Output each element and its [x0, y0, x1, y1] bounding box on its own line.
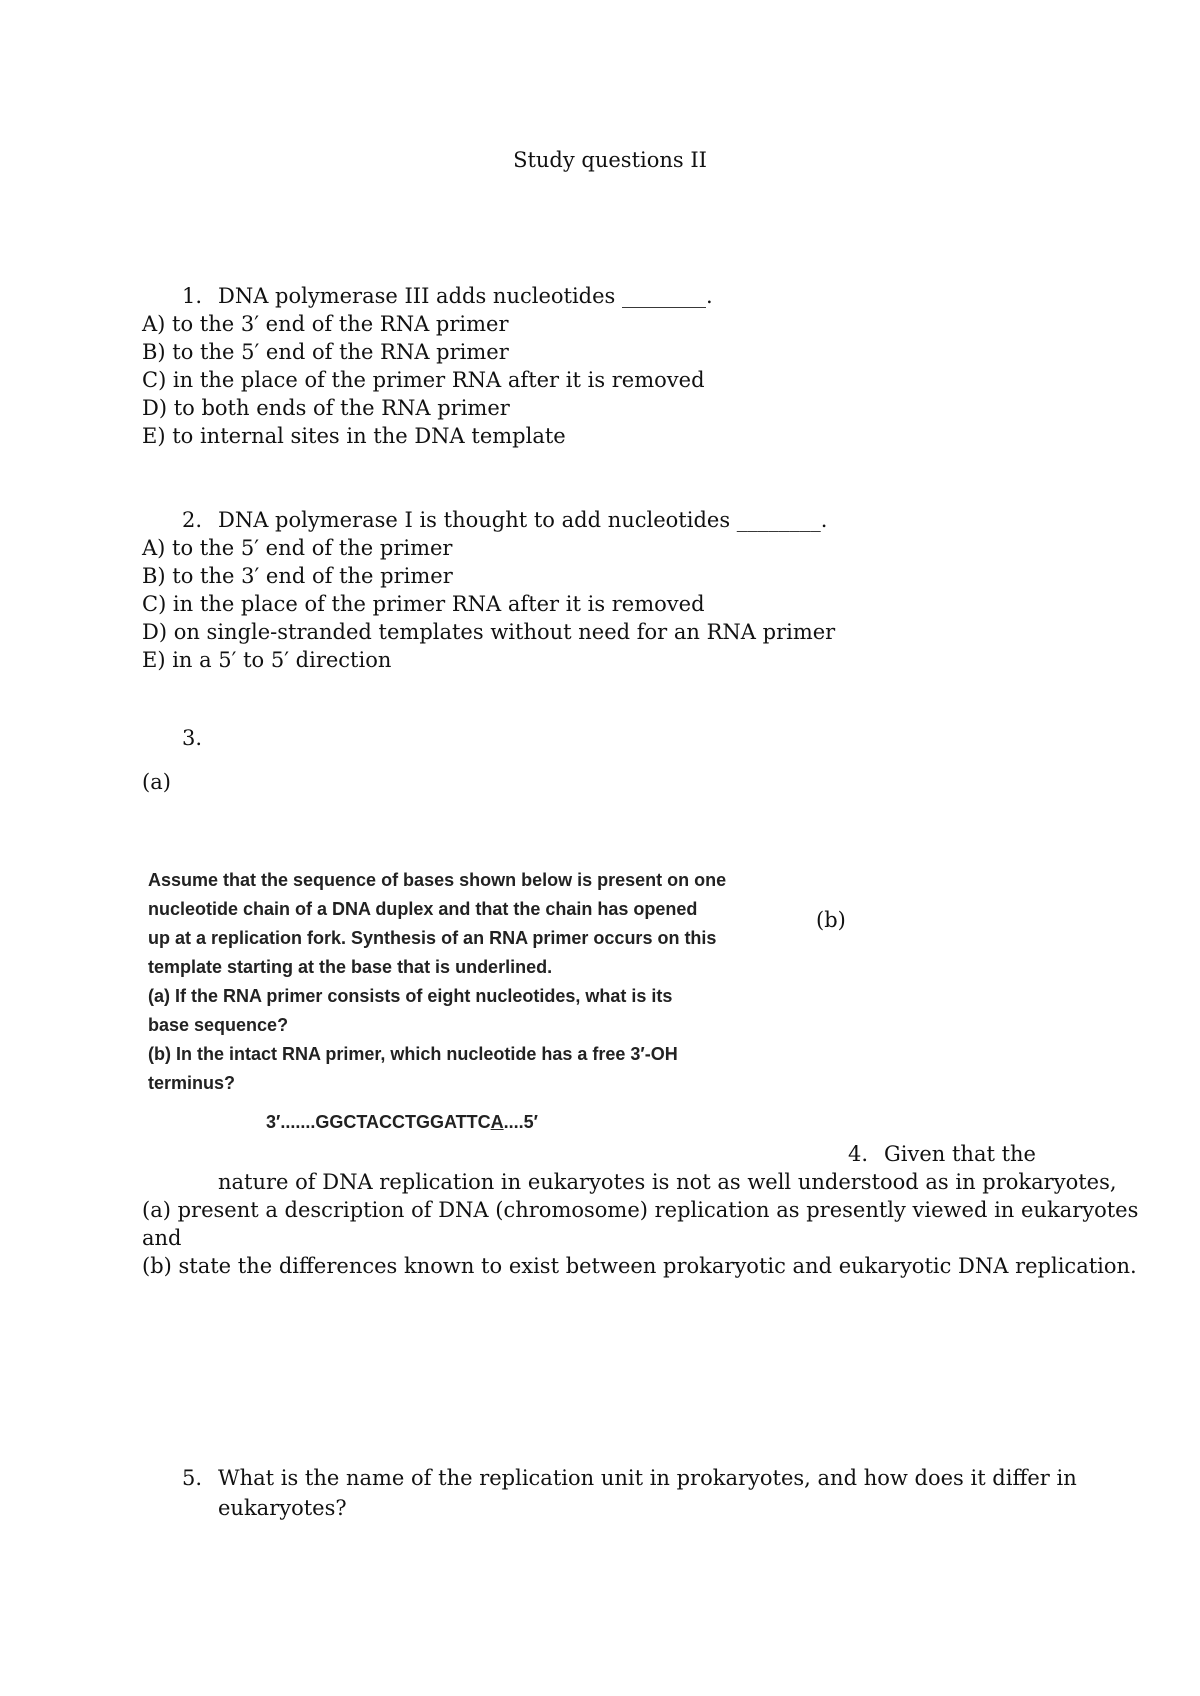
- question-1-number: 1.: [182, 284, 203, 308]
- question-1-option: A) to the 3′ end of the RNA primer: [142, 312, 509, 336]
- image-text-line: terminus?: [148, 1073, 236, 1093]
- question-1-option: D) to both ends of the RNA primer: [142, 396, 510, 420]
- question-4-text: nature of DNA replication in eukaryotes is not as well understood as in prokaryotes,: [218, 1170, 1117, 1194]
- question-2-option: D) on single-stranded templates without need for an RNA primer: [142, 620, 836, 644]
- question-5-number: 5.: [182, 1466, 203, 1490]
- image-text-line: Assume that the sequence of bases shown below is present on one: [148, 870, 727, 890]
- question-2-option: E) in a 5′ to 5′ direction: [142, 648, 392, 672]
- question-3-part-a-label: (a): [142, 770, 171, 794]
- question-4-number: 4.: [848, 1142, 869, 1166]
- question-1-stem: DNA polymerase III adds nucleotides ________.: [218, 284, 713, 308]
- question-1-option: E) to internal sites in the DNA template: [142, 424, 566, 448]
- image-text-line: up at a replication fork. Synthesis of an RNA primer occurs on this: [148, 928, 717, 948]
- question-4-first-line: Given that the: [884, 1142, 1036, 1166]
- dna-sequence-underlined-base: A: [490, 1112, 504, 1132]
- dna-sequence: [148, 1108, 748, 1137]
- question-4-text: and: [142, 1226, 182, 1250]
- question-1-option: C) in the place of the primer RNA after it is removed: [142, 368, 705, 392]
- page-title: Study questions II: [513, 148, 707, 172]
- question-2-number: 2.: [182, 508, 203, 532]
- question-3-number: 3.: [182, 726, 203, 750]
- question-4-text: (b) state the differences known to exist between prokaryotic and eukaryotic DNA replication.: [142, 1254, 1137, 1278]
- question-3-part-b-label: (b): [816, 908, 846, 932]
- question-5-text: What is the name of the replication unit in prokaryotes, and how does it differ in: [218, 1466, 1077, 1490]
- image-text-line: nucleotide chain of a DNA duplex and that the chain has opened: [148, 899, 698, 919]
- dna-sequence-start: 3′.......GGCTACCTGGATTC: [266, 1112, 491, 1132]
- image-text-line: (a) If the RNA primer consists of eight nucleotides, what is its: [148, 986, 673, 1006]
- image-text-line: base sequence?: [148, 1015, 289, 1035]
- question-2-option: B) to the 3′ end of the primer: [142, 564, 453, 588]
- image-text-line: template starting at the base that is underlined.: [148, 957, 553, 977]
- dna-sequence-end: ....5′: [503, 1112, 538, 1132]
- question-4-text: (a) present a description of DNA (chromosome) replication as presently viewed in eukaryotes: [142, 1198, 1139, 1222]
- question-5-text: eukaryotes?: [218, 1496, 347, 1520]
- question-1-option: B) to the 5′ end of the RNA primer: [142, 340, 509, 364]
- question-2-option: C) in the place of the primer RNA after it is removed: [142, 592, 705, 616]
- question-3-embedded-image: [148, 866, 748, 1137]
- image-text-line: (b) In the intact RNA primer, which nucleotide has a free 3′-OH: [148, 1044, 678, 1064]
- question-2-option: A) to the 5′ end of the primer: [142, 536, 453, 560]
- question-2-stem: DNA polymerase I is thought to add nucleotides ________.: [218, 508, 828, 532]
